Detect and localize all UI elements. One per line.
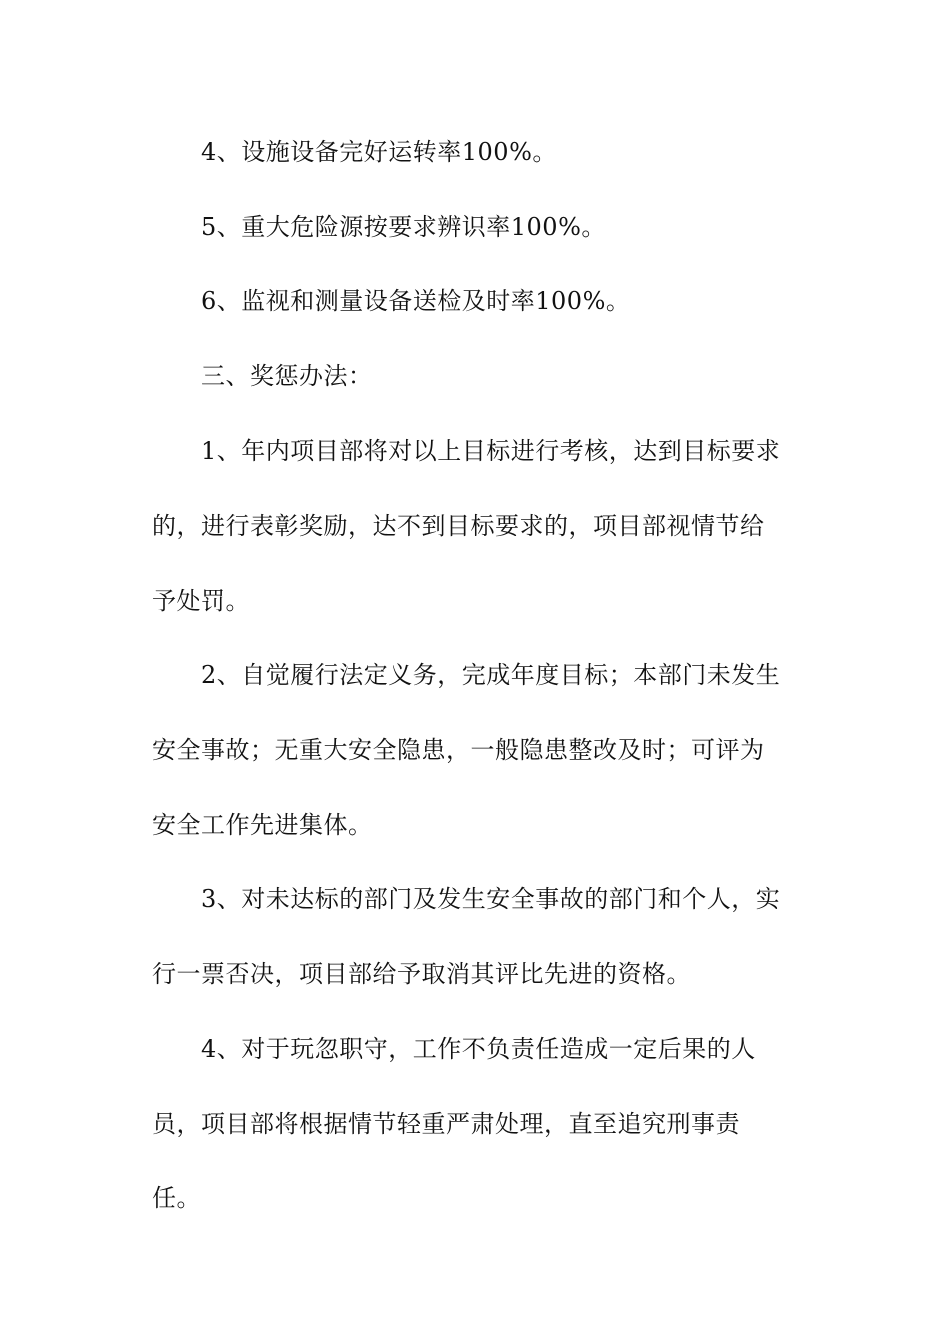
section-heading-rewards-penalties: 三、奖惩办法： [201, 362, 373, 390]
paragraph-4-line-2: 员，项目部将根据情节轻重严肃处理，直至追究刑事责 [152, 1110, 740, 1138]
paragraph-2-line-1: 2、自觉履行法定义务，完成年度目标；本部门未发生 [201, 661, 781, 689]
target-line-6-inspection-rate: 6、监视和测量设备送检及时率100%。 [201, 287, 631, 315]
paragraph-2-line-3: 安全工作先进集体。 [152, 811, 373, 839]
paragraph-4-line-1: 4、对于玩忽职守，工作不负责任造成一定后果的人 [201, 1035, 756, 1063]
paragraph-4-line-3: 任。 [152, 1184, 201, 1212]
target-line-5-hazard-rate: 5、重大危险源按要求辨识率100%。 [201, 213, 606, 241]
paragraph-1-line-1: 1、年内项目部将对以上目标进行考核，达到目标要求 [201, 437, 781, 465]
paragraph-3-line-2: 行一票否决，项目部给予取消其评比先进的资格。 [152, 960, 691, 988]
paragraph-1-line-3: 予处罚。 [152, 587, 250, 615]
target-line-4-facility-rate: 4、设施设备完好运转率100%。 [201, 138, 557, 166]
paragraph-2-line-2: 安全事故；无重大安全隐患，一般隐患整改及时；可评为 [152, 736, 765, 764]
paragraph-1-line-2: 的，进行表彰奖励，达不到目标要求的，项目部视情节给 [152, 512, 765, 540]
paragraph-3-line-1: 3、对未达标的部门及发生安全事故的部门和个人，实 [201, 885, 781, 913]
